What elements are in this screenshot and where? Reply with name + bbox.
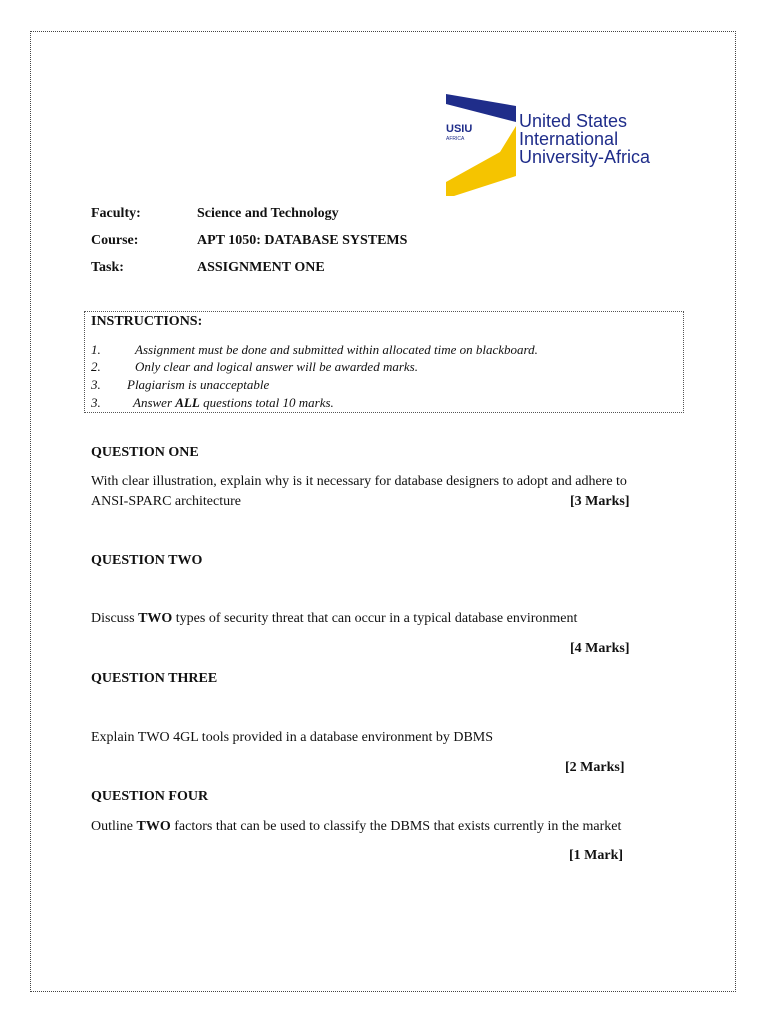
instructions-box bbox=[84, 311, 684, 413]
question-one-text-line-2: ANSI-SPARC architecture bbox=[91, 494, 241, 509]
instruction-number: 3. bbox=[91, 377, 101, 392]
question-four-text-pre: Outline bbox=[91, 819, 137, 834]
question-four-text bbox=[91, 819, 621, 835]
instruction-text: Assignment must be done and submitted within allocated time on blackboard. bbox=[135, 342, 538, 357]
question-two-text bbox=[91, 611, 577, 627]
logo-line-2: International bbox=[519, 129, 619, 149]
faculty-value: Science and Technology bbox=[197, 206, 339, 221]
question-four-text-bold: TWO bbox=[136, 819, 171, 834]
instruction-text-post: questions total 10 marks. bbox=[199, 395, 334, 410]
question-one-heading: QUESTION ONE bbox=[91, 445, 199, 460]
question-two-text-bold: TWO bbox=[138, 611, 173, 626]
usiu-emblem-icon bbox=[444, 92, 524, 196]
question-two-marks: [4 Marks] bbox=[570, 641, 630, 656]
instruction-number: 1. bbox=[91, 342, 101, 357]
instruction-number: 2. bbox=[91, 359, 101, 374]
course-label: Course: bbox=[91, 233, 139, 248]
instructions-title: INSTRUCTIONS: bbox=[91, 314, 203, 329]
logo-wordmark bbox=[519, 112, 650, 166]
logo-abbr: USIU bbox=[446, 123, 473, 135]
question-two-heading: QUESTION TWO bbox=[91, 553, 203, 568]
question-four-marks: [1 Mark] bbox=[569, 848, 624, 863]
course-value: APT 1050: DATABASE SYSTEMS bbox=[197, 233, 408, 248]
question-four-heading: QUESTION FOUR bbox=[91, 789, 209, 804]
question-one-text-line-1: With clear illustration, explain why is it necessary for database designers to adopt and adhere to bbox=[91, 474, 627, 489]
instruction-text: Plagiarism is unacceptable bbox=[127, 377, 270, 392]
instruction-text-pre: Answer bbox=[133, 395, 176, 410]
instruction-text bbox=[133, 395, 334, 411]
question-one-marks: [3 Marks] bbox=[570, 494, 630, 509]
instruction-text: Only clear and logical answer will be awarded marks. bbox=[135, 359, 418, 374]
logo-region: AFRICA bbox=[446, 136, 465, 142]
logo-line-3: University-Africa bbox=[519, 147, 651, 167]
logo-line-1: United States bbox=[519, 111, 628, 131]
question-three-marks: [2 Marks] bbox=[565, 760, 625, 775]
task-value: ASSIGNMENT ONE bbox=[197, 260, 325, 275]
task-label: Task: bbox=[91, 260, 124, 275]
instruction-text-bold: ALL bbox=[175, 395, 200, 410]
question-two-text-pre: Discuss bbox=[91, 611, 139, 626]
question-three-text: Explain TWO 4GL tools provided in a database environment by DBMS bbox=[91, 730, 494, 745]
instruction-number: 3. bbox=[91, 395, 101, 410]
faculty-label: Faculty: bbox=[91, 206, 141, 221]
question-four-text-post: factors that can be used to classify the DBMS that exists currently in the market bbox=[170, 819, 622, 834]
question-two-text-post: types of security threat that can occur in a typical database environment bbox=[172, 611, 578, 626]
question-three-heading: QUESTION THREE bbox=[91, 671, 218, 686]
